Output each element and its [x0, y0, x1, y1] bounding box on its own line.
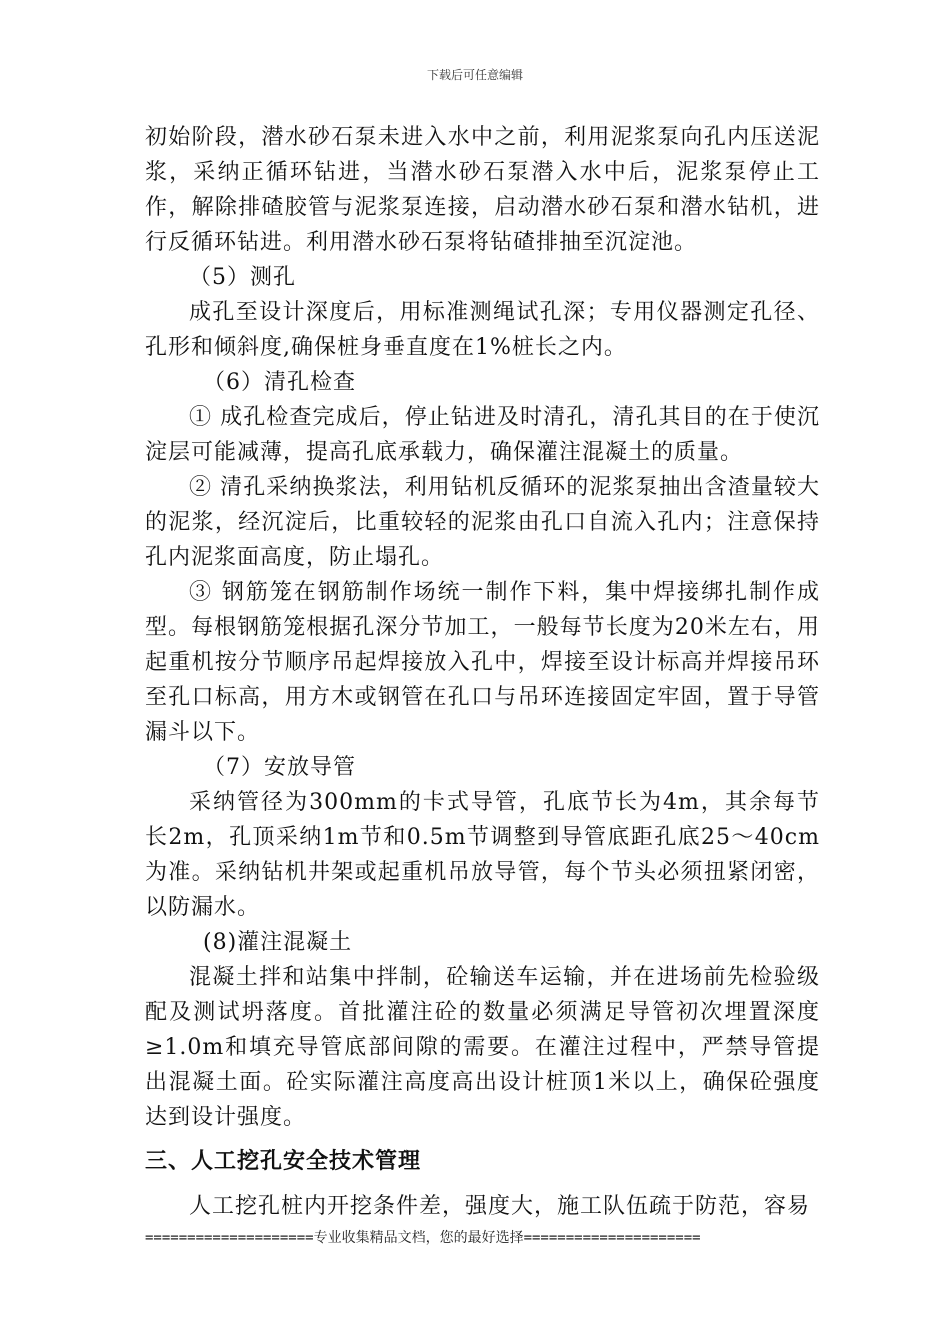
page-header: 下载后可任意编辑: [426, 68, 523, 82]
paragraph-concrete: 混凝土拌和站集中拌制，砼输送车运输，并在进场前先检验级配及测试坍落度。首批灌注砼的数量必须满足导管初次埋置深度≥1.0m和填充导管底部间隙的需要。在灌注过程中，严禁导管提出混凝土面。砼实际灌注高度高出设计桩顶1米以上，确保砼强度达到设计强度。: [145, 965, 820, 1130]
heading-hole-cleaning: （6）清孔检查: [203, 370, 356, 395]
document-body: [145, 120, 820, 1224]
heading-hole-measurement: （5）测孔: [189, 265, 296, 290]
heading-concrete: (8)灌注混凝土: [203, 930, 353, 955]
paragraph-cleaning-1: ① 成孔检查完成后，停止钻进及时清孔，清孔其目的在于使沉淀层可能减薄，提高孔底承载力，确保灌注混凝土的质量。: [145, 405, 820, 465]
heading-conduit: （7）安放导管: [203, 755, 356, 780]
paragraph-rebar-cage: ③ 钢筋笼在钢筋制作场统一制作下料，集中焊接绑扎制作成型。每根钢筋笼根据孔深分节加工，一般每节长度为20米左右，用起重机按分节顺序吊起焊接放入孔中，焊接至设计标高并焊接吊环至孔口标高，用方木或钢管在孔口与吊环连接固定牢固，置于导管漏斗以下。: [145, 580, 820, 745]
paragraph-hole-measurement: 成孔至设计深度后，用标准测绳试孔深；专用仪器测定孔径、孔形和倾斜度,确保桩身垂直度在1%桩长之内。: [145, 300, 820, 360]
paragraph-drilling: 初始阶段，潜水砂石泵未进入水中之前，利用泥浆泵向孔内压送泥浆，采纳正循环钻进，当潜水砂石泵潜入水中后，泥浆泵停止工作，解除排碴胶管与泥浆泵连接，启动潜水砂石泵和潜水钻机，进行反循环钻进。利用潜水砂石泵将钻碴排抽至沉淀池。: [145, 125, 820, 255]
paragraph-manual-digging: 人工挖孔桩内开挖条件差，强度大，施工队伍疏于防范，容易: [189, 1194, 811, 1219]
section-title: 三、人工挖孔安全技术管理: [145, 1148, 422, 1174]
paragraph-cleaning-2: ② 清孔采纳换浆法，利用钻机反循环的泥浆泵抽出含渣量较大的泥浆，经沉淀后，比重较轻的泥浆由孔口自流入孔内；注意保持孔内泥浆面高度，防止塌孔。: [145, 475, 820, 570]
paragraph-conduit: 采纳管径为300mm的卡式导管，孔底节长为4m，其余每节长2m，孔顶采纳1m节和0.5m节调整到导管底距孔底25～40cm为准。采纳钻机井架或起重机吊放导管，每个节头必须扭紧闭密，以防漏水。: [145, 790, 820, 920]
page-footer: ====================专业收集精品文档，您的最好选择=====================: [145, 1230, 701, 1246]
